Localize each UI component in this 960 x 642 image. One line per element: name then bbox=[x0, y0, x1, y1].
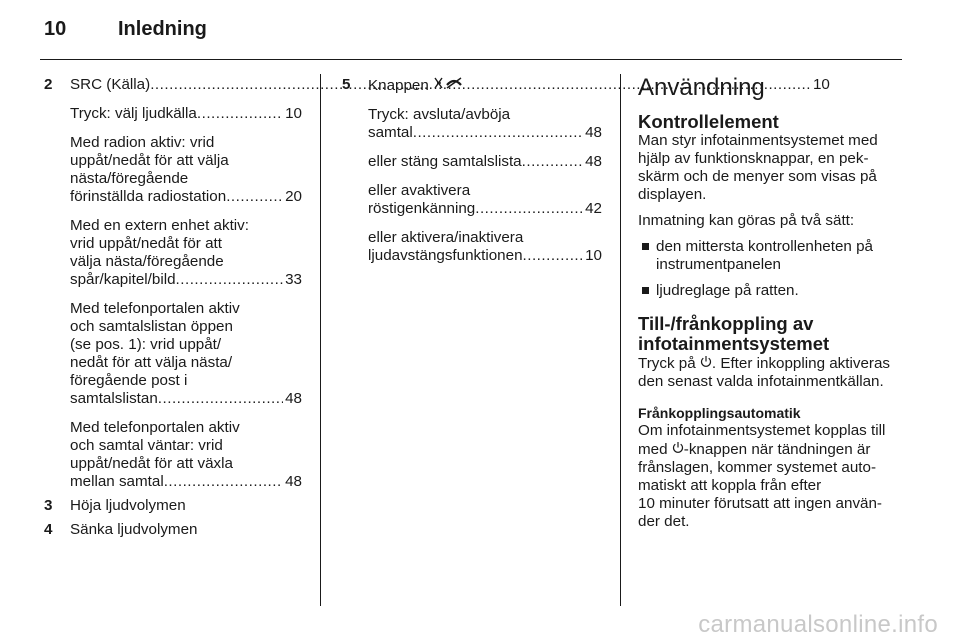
entry-label: SRC (Källa) bbox=[70, 76, 151, 93]
entry-page: 48 bbox=[585, 153, 602, 170]
entry-label: eller stäng samtalslista bbox=[368, 153, 522, 170]
leader-dots bbox=[164, 473, 283, 491]
entry-page: 42 bbox=[585, 200, 602, 217]
text-line: Med en extern enhet aktiv: bbox=[70, 217, 249, 234]
text-line: och samtal väntar: vrid bbox=[70, 437, 223, 454]
column-divider-2 bbox=[620, 74, 621, 606]
minor-heading: Frånkopplingsautomatik bbox=[638, 405, 801, 421]
power-icon bbox=[700, 354, 712, 372]
toc-entry bbox=[70, 105, 302, 123]
power-icon bbox=[672, 440, 684, 458]
toc-entry bbox=[368, 200, 602, 218]
column-divider-1 bbox=[320, 74, 321, 606]
bullet-square-icon bbox=[642, 287, 649, 294]
entry-label: röstigenkänning bbox=[368, 200, 476, 217]
extern-paragraph bbox=[70, 217, 302, 289]
list-item-5 bbox=[342, 76, 602, 95]
text-line: Med radion aktiv: vrid bbox=[70, 134, 215, 151]
entry-page: 20 bbox=[285, 188, 302, 205]
toc-entry bbox=[70, 188, 302, 206]
item-title: Knappen bbox=[368, 77, 429, 94]
leader-dots bbox=[158, 390, 283, 408]
toc-entry bbox=[368, 153, 602, 171]
entry-label: samtal bbox=[368, 124, 413, 141]
text-line: Tryck: avsluta/avböja bbox=[368, 106, 511, 123]
mute-paragraph bbox=[368, 229, 602, 265]
column-2 bbox=[342, 76, 602, 276]
leader-dots bbox=[226, 188, 283, 206]
entry-label: mellan samtal bbox=[70, 473, 164, 490]
entry-page: 48 bbox=[285, 390, 302, 407]
toc-entry bbox=[70, 473, 302, 491]
text-line: (se pos. 1): vrid uppåt/ bbox=[70, 336, 222, 353]
text-line: nästa/föregående bbox=[70, 170, 189, 187]
bullet-square-icon bbox=[642, 243, 649, 250]
text-line: Tryck på . Efter inkoppling aktiveras bbox=[638, 355, 891, 372]
text-line: skärm och de menyer som visas på bbox=[638, 168, 877, 185]
mute-hangup-icon bbox=[433, 76, 463, 94]
text-line: Med telefonportalen aktiv bbox=[70, 419, 240, 436]
text-line: frånslagen, kommer systemet auto- bbox=[638, 459, 877, 476]
list-item-3 bbox=[44, 497, 302, 515]
text-line: uppåt/nedåt för att välja bbox=[70, 152, 229, 169]
text-line: ljudreglage på ratten. bbox=[656, 282, 799, 299]
text-line: Med telefonportalen aktiv bbox=[70, 300, 240, 317]
entry-page: 10 bbox=[812, 76, 830, 93]
item-number: 3 bbox=[44, 497, 53, 514]
entry-page: 10 bbox=[285, 105, 302, 122]
column-3 bbox=[638, 74, 914, 531]
text-line: instrumentpanelen bbox=[656, 256, 781, 273]
text-line: den senast valda infotainmentkällan. bbox=[638, 373, 884, 390]
entry-page: 48 bbox=[585, 124, 602, 141]
leader-dots bbox=[197, 105, 283, 123]
bullet-item bbox=[638, 238, 914, 274]
text-line: vrid uppåt/nedåt för att bbox=[70, 235, 222, 252]
leader-dots bbox=[523, 247, 584, 265]
bullet-item bbox=[638, 282, 914, 300]
input-text: Inmatning kan göras på två sätt: bbox=[638, 212, 855, 229]
text-line: välja nästa/föregående bbox=[70, 253, 224, 270]
watermark: carmanualsonline.info bbox=[698, 611, 938, 638]
voice-paragraph bbox=[368, 182, 602, 218]
text-line: der det. bbox=[638, 513, 690, 530]
entry-page: 10 bbox=[585, 247, 602, 264]
section-heading: Användning bbox=[638, 74, 765, 101]
text-line: den mittersta kontrollenheten på bbox=[656, 238, 873, 255]
text-line: eller avaktivera bbox=[368, 182, 471, 199]
entry-page: 33 bbox=[285, 271, 302, 288]
entry-label: förinställda radiostation bbox=[70, 188, 227, 205]
text-line: displayen. bbox=[638, 186, 707, 203]
radio-paragraph bbox=[70, 134, 302, 206]
text-line: Om infotainmentsystemet kopplas till bbox=[638, 422, 886, 439]
end-call-paragraph bbox=[368, 106, 602, 142]
text-line: matiskt att koppla från efter bbox=[638, 477, 822, 494]
header-rule bbox=[40, 59, 902, 60]
heading-line: Till-/frånkoppling av bbox=[638, 313, 814, 334]
leader-dots bbox=[413, 124, 583, 142]
auto-off-paragraph bbox=[638, 422, 914, 531]
intro-paragraph bbox=[638, 132, 914, 204]
entry-label: spår/kapitel/bild bbox=[70, 271, 176, 288]
page-header bbox=[44, 20, 207, 46]
entry-label: Tryck: välj ljudkälla bbox=[70, 105, 197, 122]
page-number: 10 bbox=[44, 18, 67, 40]
power-paragraph bbox=[638, 354, 914, 391]
item-number: 5 bbox=[342, 76, 351, 93]
text-line: hjälp av funktionsknappar, en pek- bbox=[638, 150, 869, 167]
item-number: 2 bbox=[44, 76, 53, 93]
text-line: Man styr infotainmentsystemet med bbox=[638, 132, 878, 149]
subsection-heading bbox=[638, 314, 914, 354]
text-line: föregående post i bbox=[70, 372, 188, 389]
list-item-4 bbox=[44, 521, 302, 539]
text-line: eller aktivera/inaktivera bbox=[368, 229, 524, 246]
phone-wait-paragraph bbox=[70, 419, 302, 491]
leader-dots bbox=[176, 271, 284, 289]
item-number: 4 bbox=[44, 521, 53, 538]
page-title: Inledning bbox=[118, 18, 207, 40]
text-line: och samtalslistan öppen bbox=[70, 318, 233, 335]
item-text: Höja ljudvolymen bbox=[70, 497, 186, 514]
item-text: Sänka ljudvolymen bbox=[70, 521, 198, 538]
leader-dots bbox=[522, 153, 583, 171]
entry-page: 48 bbox=[285, 473, 302, 490]
entry-label: ljudavstängsfunktionen bbox=[368, 247, 523, 264]
toc-entry bbox=[70, 271, 302, 289]
toc-entry bbox=[70, 390, 302, 408]
entry-label: samtalslistan bbox=[70, 390, 158, 407]
phone-list-paragraph bbox=[70, 300, 302, 408]
text-line: uppåt/nedåt för att växla bbox=[70, 455, 233, 472]
subsection-heading: Kontrollelement bbox=[638, 111, 779, 132]
text-line: 10 minuter förutsatt att ingen använ- bbox=[638, 495, 882, 512]
heading-line: infotainmentsystemet bbox=[638, 333, 830, 354]
text-line: med -knappen när tändningen är bbox=[638, 441, 871, 458]
leader-dots bbox=[475, 200, 583, 218]
toc-entry bbox=[368, 124, 602, 142]
text-line: nedåt för att välja nästa/ bbox=[70, 354, 233, 371]
toc-entry bbox=[368, 247, 602, 265]
